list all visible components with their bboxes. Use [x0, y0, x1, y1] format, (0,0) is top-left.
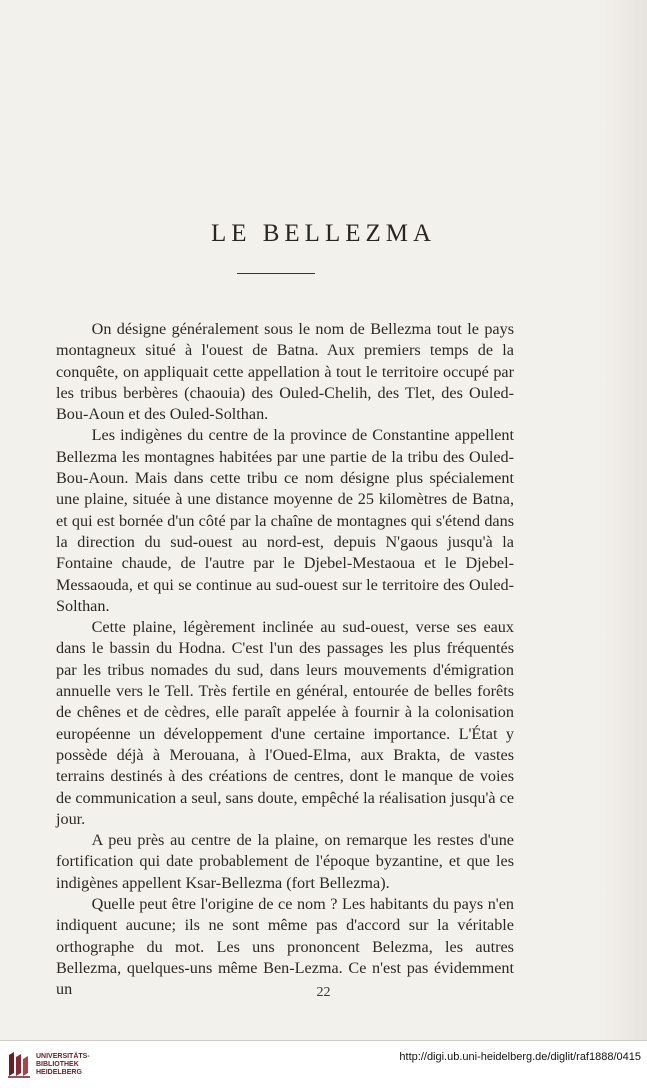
permalink-url[interactable]: http://digi.ub.uni-heidelberg.de/diglit/raf1888/0415	[399, 1051, 641, 1063]
page-edge-shadow	[599, 0, 647, 1040]
library-logo-icon	[6, 1049, 32, 1079]
paragraph: A peu près au centre de la plaine, on remarque les restes d'une fortification qui date probablement de l'époque byzantine, et que les indigènes appellent Ksar-Bellezma (fort Bellezma).	[56, 831, 514, 892]
logo-line: HEIDELBERG	[36, 1069, 82, 1076]
title-rule	[237, 273, 315, 274]
paragraph: Les indigènes du centre de la province de Constantine appellent Bellezma les montagnes habitées par une partie de la tribu des Ouled-Bou-Aoun. Mais dans cette tribu ce nom désigne plus spécialement une plaine, située à une distance moyenne de 25 kilomètres de Batna, et qui est bornée d'un côté par la chaîne de montagnes qui s'étend dans la direction du sud-ouest au nord-est, depuis N'gaous jusqu'à la Fontaine chaude, de l'autre par le Djebel-Mestaoua et le Djebel-Messaouda, et qui se continue au sud-ouest sur le territoire des Ouled-Solthan.	[56, 426, 514, 615]
paragraph: On désigne généralement sous le nom de Bellezma tout le pays montagneux situé à l'ouest de Batna. Aux premiers temps de la conquête, on appliquait cette appellation à tout le territoire occupé par les tribus berbères (chaouia) des Ouled-Chelih, des Tlet, des Ouled-Bou-Aoun et des Ouled-Solthan.	[56, 320, 514, 424]
logo-line: BIBLIOTHEK	[36, 1061, 79, 1068]
library-footer	[0, 1040, 647, 1088]
paragraph: Quelle peut être l'origine de ce nom ? Les habitants du pays n'en indiquent aucune; ils ne sont même pas d'accord sur la véritable orthographe du mot. Les uns prononcent Belezma, les autres Bellezma, quelques-uns même Ben-Lezma. Ce n'est pas évidemment un	[56, 895, 514, 999]
logo-line: UNIVERSITÄTS-	[36, 1053, 90, 1060]
paragraph: Cette plaine, légèrement inclinée au sud-ouest, verse ses eaux dans le bassin du Hodna. C'est l'un des passages les plus fréquentés par les tribus nomades du sud, dans leurs mouvements d'émigration annuelle vers le Tell. Très fertile en général, entourée de belles forêts de chênes et de cèdres, elle paraît appelée à fournir à la colonisation européenne un développement d'une certaine importance. L'État y possède déjà à Merouana, à l'Oued-Elma, aux Brakta, de vastes terrains destinés à des créations de centres, dont le manque de voies de communication a seul, sans doute, empêché la réalisation jusqu'à ce jour.	[56, 618, 514, 828]
body-text	[56, 319, 514, 1001]
page-number: 22	[316, 985, 331, 1000]
library-logo-text	[36, 1053, 90, 1077]
chapter-title: LE BELLEZMA	[210, 220, 437, 247]
